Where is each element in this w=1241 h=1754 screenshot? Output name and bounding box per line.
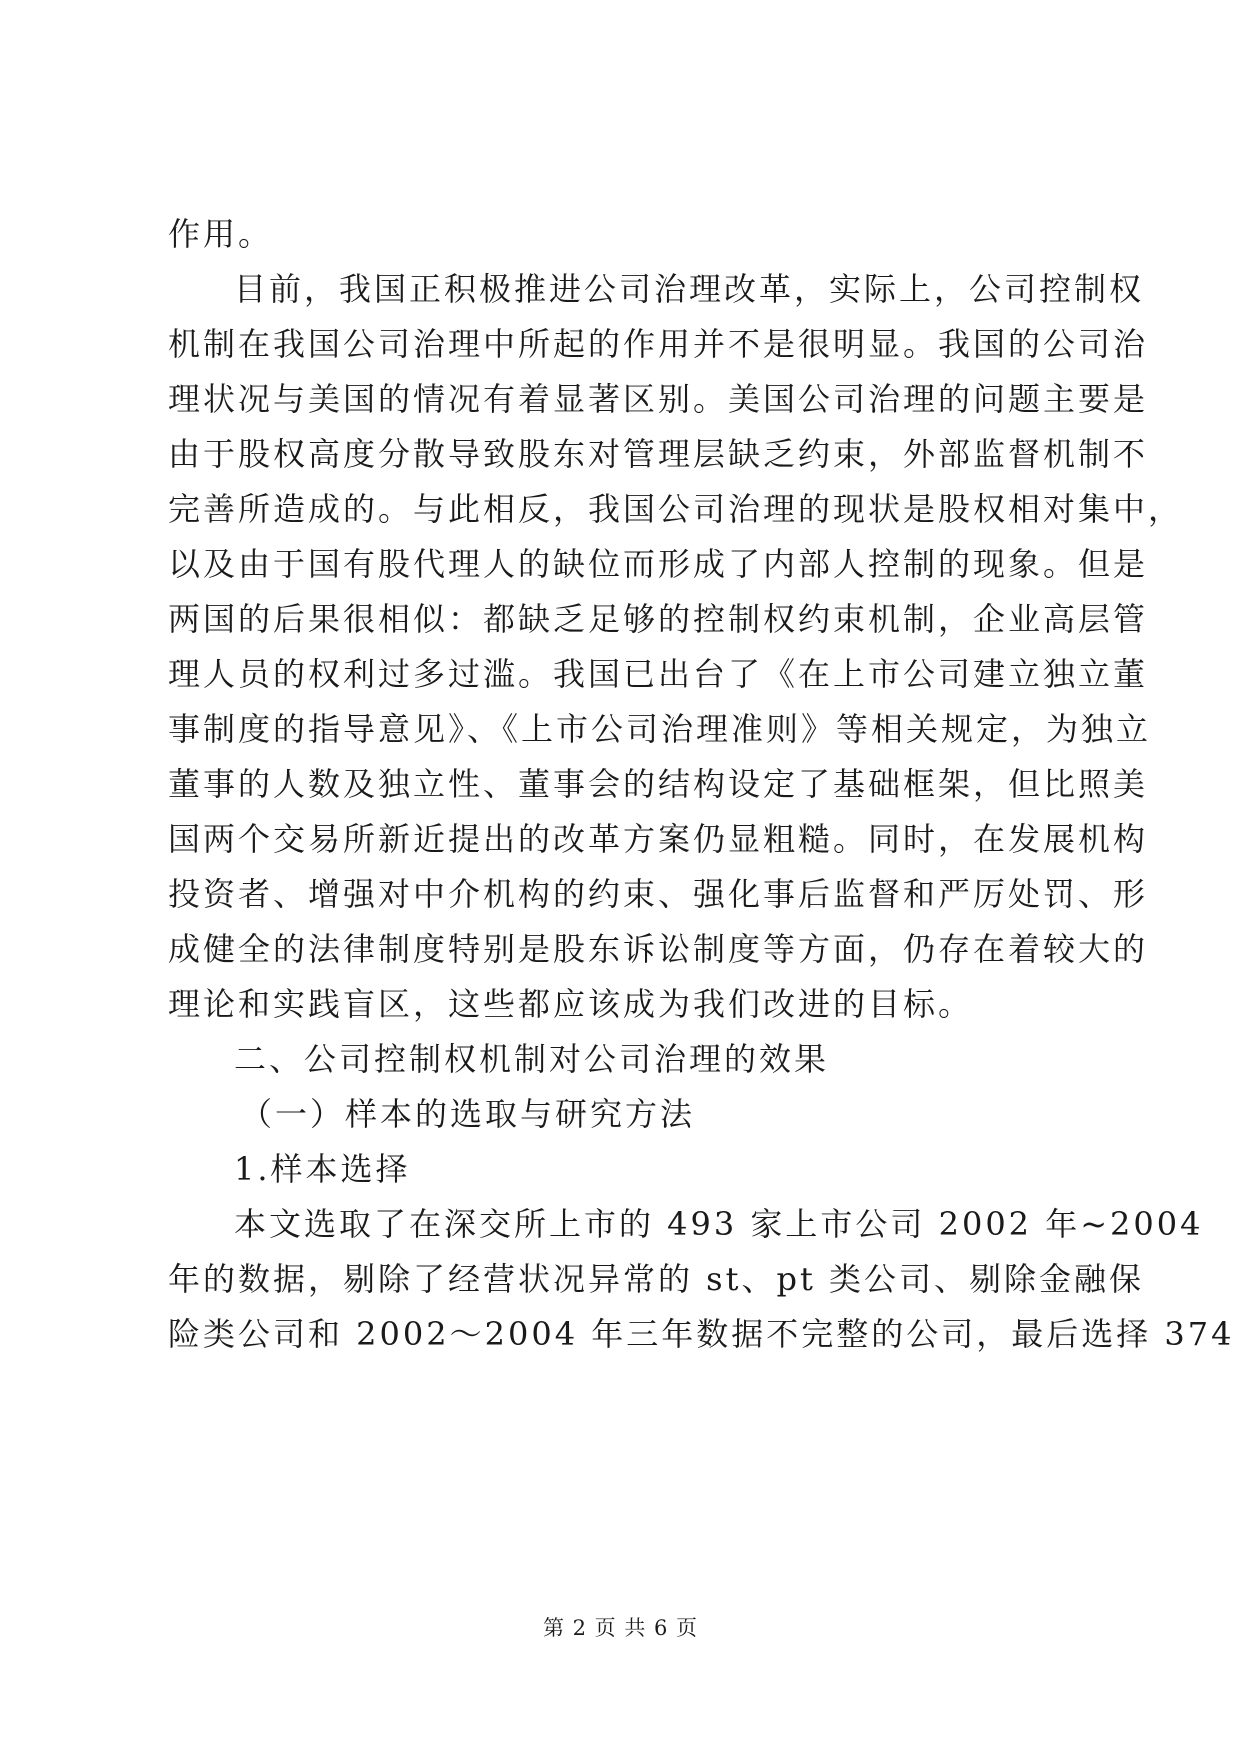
text-line-7: 以及由于国有股代理人的缺位而形成了内部人控制的现象。但是 [168,545,1149,583]
text-line-11: 董事的人数及独立性、董事会的结构设定了基础框架，但比照美 [168,765,1149,803]
text-line-9: 理人员的权利过多过滥。我国已出台了《在上市公司建立独立董 [168,655,1149,693]
text-line-4: 理状况与美国的情况有着显著区别。美国公司治理的问题主要是 [168,380,1149,418]
text-line-19: 本文选取了在深交所上市的 493 家上市公司 2002 年~2004 [234,1205,1204,1243]
text-line-12: 国两个交易所新近提出的改革方案仍显粗糙。同时，在发展机构 [168,820,1149,858]
text-line-6: 完善所造成的。与此相反，我国公司治理的现状是股权相对集中， [168,490,1184,528]
section-heading: 二、公司控制权机制对公司治理的效果 [234,1040,830,1078]
text-line-21: 险类公司和 2002～2004 年三年数据不完整的公司，最后选择 374 [168,1315,1235,1353]
text-line-5: 由于股权高度分散导致股东对管理层缺乏约束，外部监督机制不 [168,435,1149,473]
text-line-2: 目前，我国正积极推进公司治理改革，实际上，公司控制权 [234,270,1145,308]
text-line-8: 两国的后果很相似：都缺乏足够的控制权约束机制，企业高层管 [168,600,1149,638]
subsubsection-heading: 1.样本选择 [234,1150,411,1188]
subsection-heading: （一）样本的选取与研究方法 [240,1095,696,1133]
text-line-10: 事制度的指导意见》、《上市公司治理准则》等相关规定，为独立 [168,710,1152,748]
text-line-1: 作用。 [168,215,274,253]
page-footer: 第 2 页 共 6 页 [542,1616,699,1640]
text-line-13: 投资者、增强对中介机构的约束、强化事后监督和严厉处罚、形 [168,875,1149,913]
text-line-15: 理论和实践盲区，这些都应该成为我们改进的目标。 [168,985,974,1023]
text-line-20: 年的数据，剔除了经营状况异常的 st、pt 类公司、剔除金融保 [168,1260,1144,1298]
text-line-14: 成健全的法律制度特别是股东诉讼制度等方面，仍存在着较大的 [168,930,1149,968]
text-line-3: 机制在我国公司治理中所起的作用并不是很明显。我国的公司治 [168,325,1149,363]
